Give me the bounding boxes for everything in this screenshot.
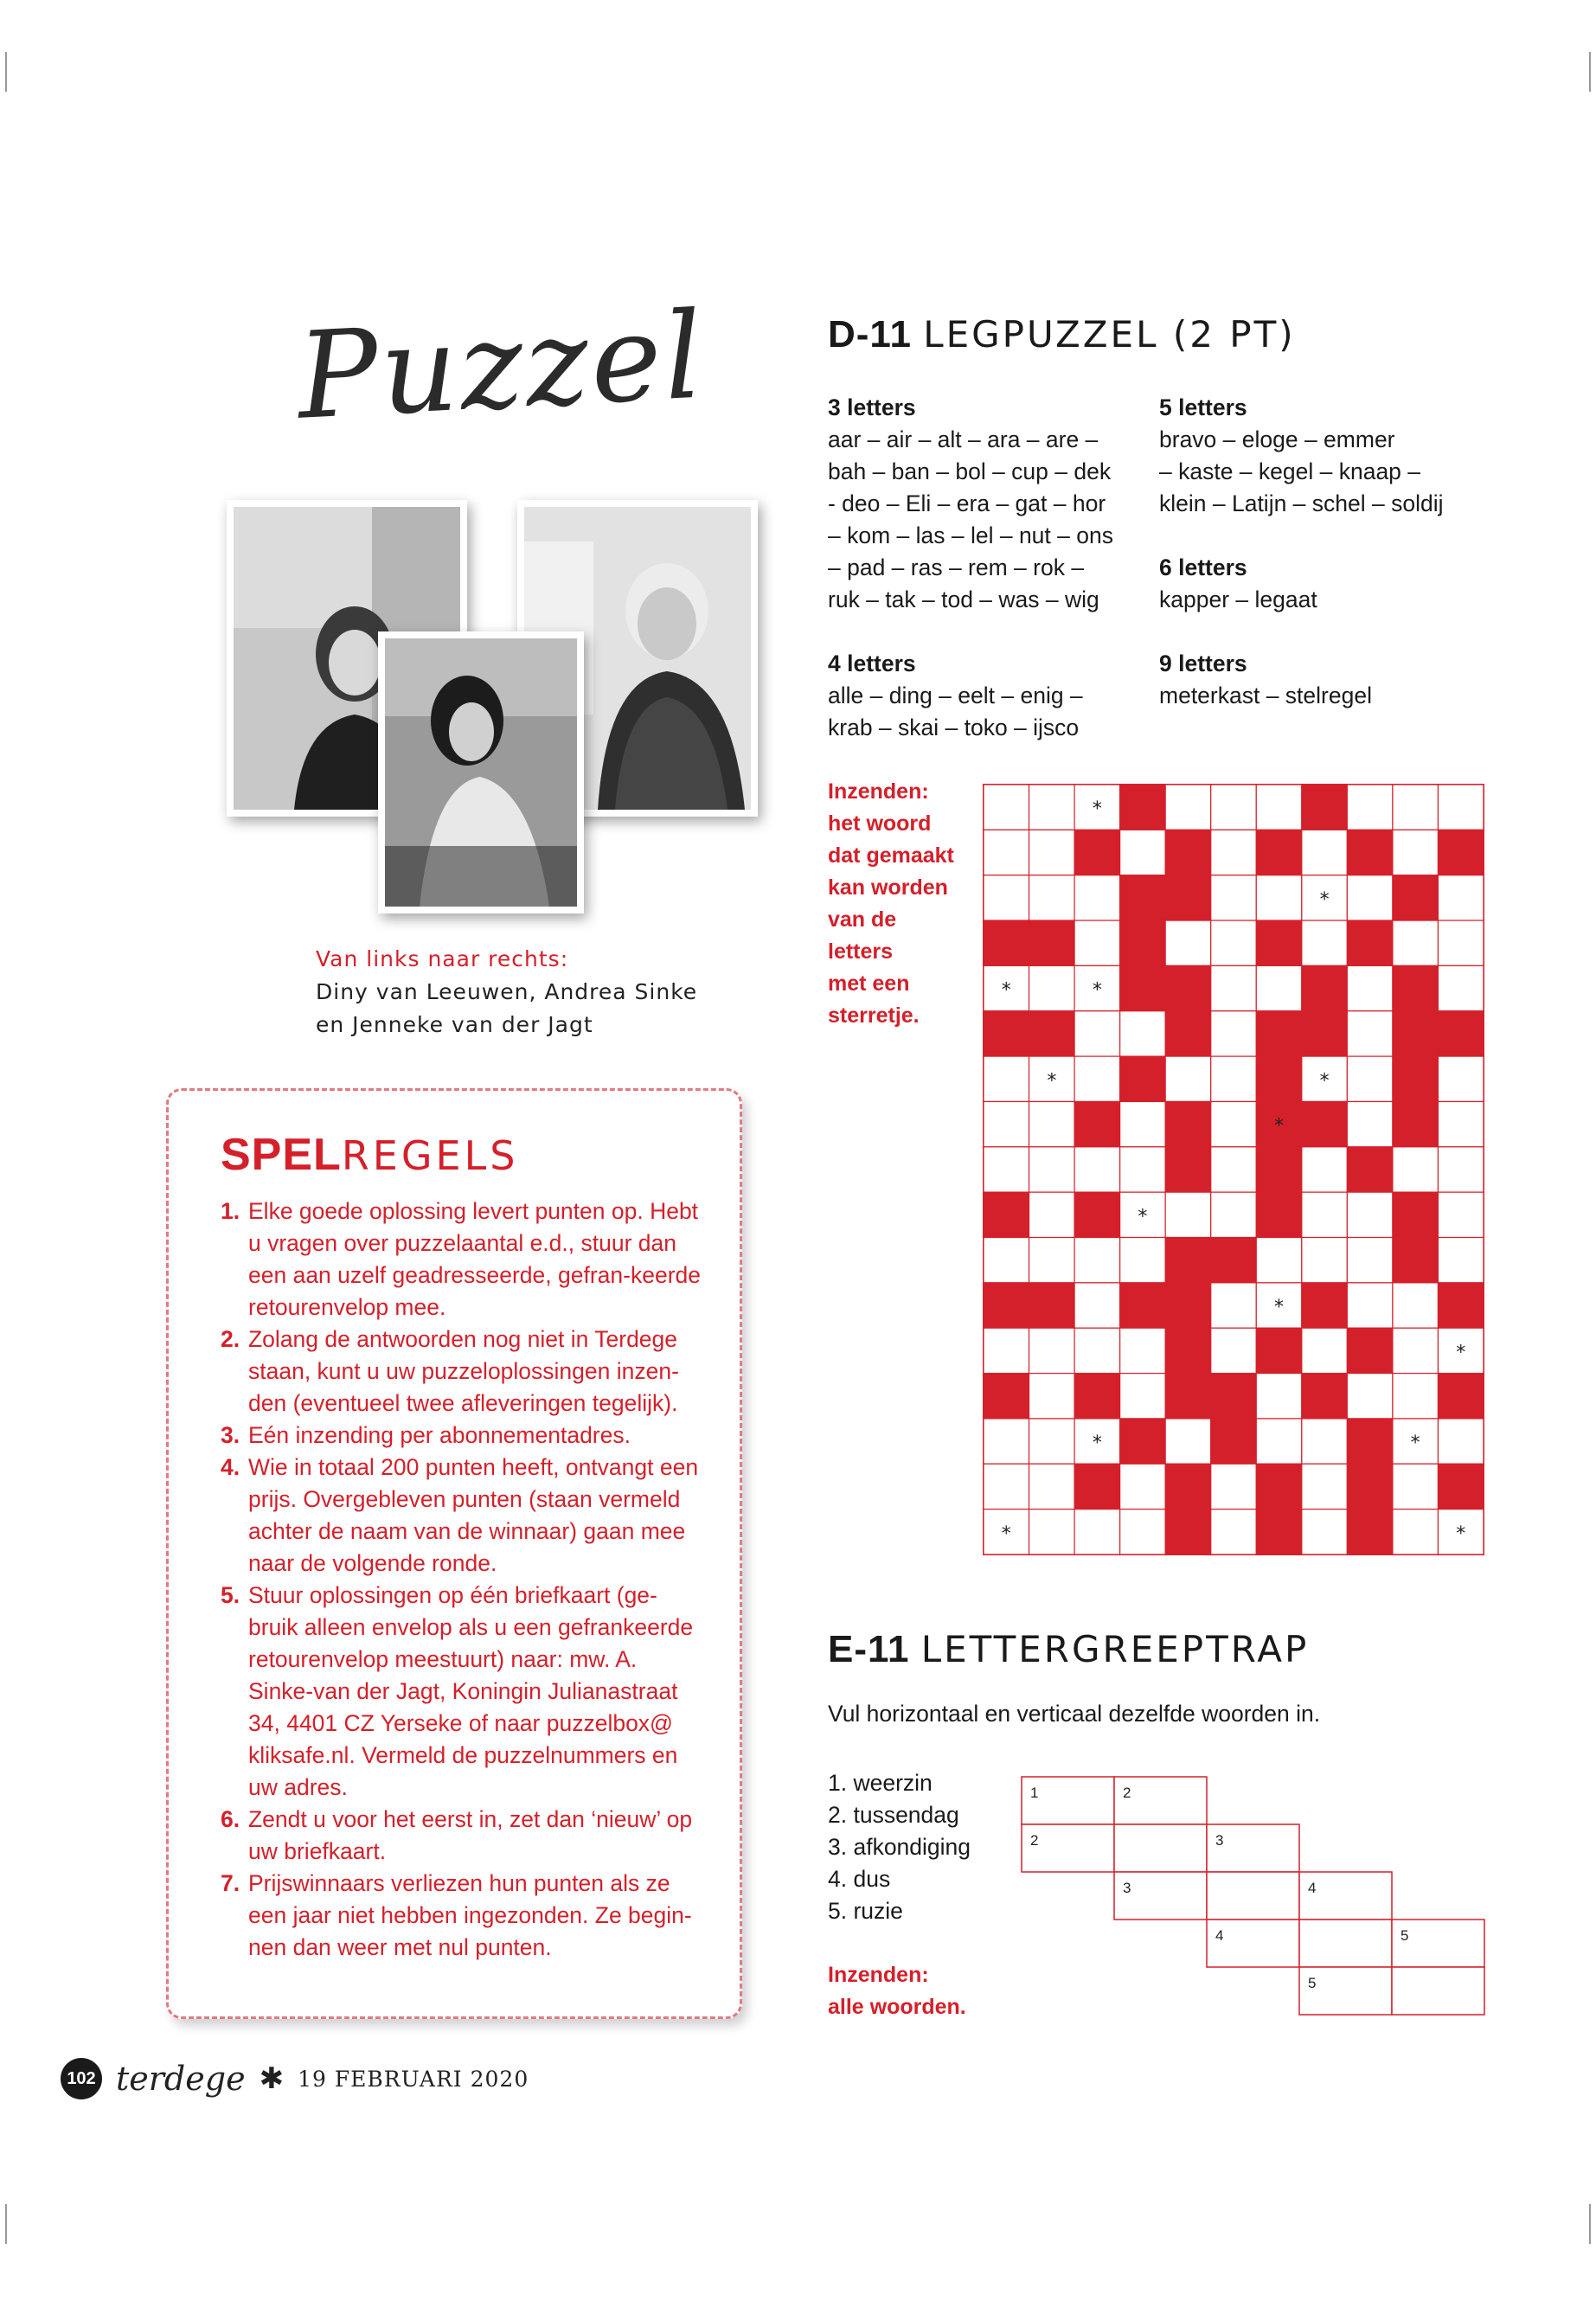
grid-cell[interactable] [1256, 965, 1302, 1010]
grid-cell[interactable] [1393, 1147, 1439, 1192]
rule-item [221, 1324, 705, 1420]
grid-cell[interactable] [984, 1464, 1029, 1509]
spacer [1159, 616, 1488, 648]
wordlist-line: krab – skai – toko – ijsco [828, 715, 1080, 740]
grid-cell[interactable] [1256, 1419, 1302, 1464]
grid-block [1302, 785, 1348, 830]
grid-cell[interactable] [1074, 1056, 1120, 1101]
grid-block [1120, 1056, 1166, 1101]
grid-block [1165, 1238, 1211, 1283]
inzenden-line: Inzenden: [828, 779, 929, 804]
rule-text: Elke goede oplossing levert punten op. Hebt u vragen over puzzelaantal e.d., stuur dan een aan uzelf geadresseerde, gefran-keerde retourenvelop mee. [248, 1198, 701, 1320]
grid-cell[interactable] [1029, 1419, 1075, 1464]
cell-number: 2 [1030, 1832, 1039, 1849]
grid-cell[interactable] [1302, 1509, 1348, 1554]
grid-block [1256, 1011, 1302, 1056]
grid-block [1120, 1283, 1166, 1328]
grid-block [1165, 1509, 1211, 1554]
grid-block [1302, 1374, 1348, 1419]
e11-inzenden [828, 1959, 966, 2023]
rule-text: Stuur oplossingen op één briefkaart (ge-bruik alleen envelop als u een gefrankeerde retourenvelop meestuurt) naar: mw. A. Sinke-van der Jagt, Koningin Julianastraat 34, 4401 CZ Yerseke of naar puzzelbox@ kliksafe.nl. Vermeld de puzzelnummers en uw adres. [248, 1582, 694, 1800]
rule-text: Wie in totaal 200 punten heeft, ontvangt een prijs. Overgebleven punten (staan vermeld achter de naam van de winnaar) gaan mee naar de volgende ronde. [248, 1454, 699, 1576]
wordlist-line: – pad – ras – rem – rok – [828, 554, 1085, 580]
grid-cell[interactable] [1211, 875, 1257, 920]
wordlist-heading: 3 letters [828, 394, 916, 420]
inzenden-line: kan worden [828, 875, 948, 900]
clue-line: 1. weerzin [828, 1770, 933, 1796]
grid-cell[interactable] [1029, 1464, 1075, 1509]
grid-cell[interactable] [1393, 830, 1439, 875]
grid-cell[interactable] [1074, 875, 1120, 920]
rules-title-bold: SPEL [221, 1130, 342, 1180]
grid-cell[interactable] [1074, 1147, 1120, 1192]
grid-block [1393, 1238, 1439, 1283]
grid-block [1256, 1056, 1302, 1101]
grid-cell[interactable] [1029, 1238, 1075, 1283]
grid-block [1347, 830, 1393, 875]
grid-cell[interactable] [1347, 785, 1393, 830]
grid-block [1256, 920, 1302, 965]
e11-code: E-11 [828, 1628, 910, 1670]
inzenden-line: alle woorden. [828, 1995, 966, 2019]
wordlist-line: klein – Latijn – schel – soldij [1159, 490, 1444, 516]
grid-cell[interactable] [1211, 785, 1257, 830]
grid-block [1165, 1011, 1211, 1056]
grid-cell[interactable] [1165, 1192, 1211, 1237]
wordlist-line: bah – ban – bol – cup – dek [828, 458, 1112, 484]
star-icon: ✱ [259, 2062, 285, 2095]
grid-block [1302, 1011, 1348, 1056]
grid-block [1302, 965, 1348, 1010]
d11-name: LEGPUZZEL (2 PT) [923, 313, 1296, 356]
star-marker: * [1274, 1115, 1285, 1138]
d11-code: D-11 [828, 313, 912, 356]
grid-cell[interactable] [1029, 1328, 1075, 1373]
wordlist-heading: 6 letters [1159, 554, 1247, 580]
grid-block [1256, 1509, 1302, 1554]
cell-number: 5 [1308, 1975, 1317, 1991]
grid-cell[interactable] [1120, 1147, 1166, 1192]
grid-cell[interactable] [1120, 1509, 1166, 1554]
wordlist-line: alle – ding – eelt – enig – [828, 683, 1083, 708]
grid-block [1211, 1374, 1257, 1419]
rules-list [221, 1195, 705, 1964]
grid-cell[interactable] [1347, 965, 1393, 1010]
grid-cell[interactable] [1029, 785, 1075, 830]
rule-number: 7. [221, 1870, 240, 1896]
grid-cell[interactable] [1120, 830, 1166, 875]
grid-cell[interactable] [1393, 785, 1439, 830]
grid-cell[interactable] [1029, 965, 1075, 1010]
grid-cell[interactable] [1074, 1011, 1120, 1056]
grid-cell[interactable] [1393, 1464, 1439, 1509]
grid-cell[interactable] [984, 1238, 1029, 1283]
wordlist-line: - deo – Eli – era – gat – hor [828, 490, 1106, 516]
grid-cell[interactable] [1211, 1101, 1257, 1146]
grid-cell[interactable] [1165, 785, 1211, 830]
grid-cell[interactable] [1074, 1283, 1120, 1328]
star-marker: * [1138, 1206, 1148, 1228]
grid-block [1256, 830, 1302, 875]
grid-block [1120, 875, 1166, 920]
grid-block [984, 920, 1029, 965]
star-marker: * [1410, 1433, 1420, 1455]
grid-cell[interactable] [1211, 830, 1257, 875]
cell-number: 1 [1030, 1785, 1039, 1801]
star-marker: * [1001, 1522, 1011, 1545]
grid-block [1393, 875, 1439, 920]
grid-cell[interactable] [984, 1419, 1029, 1464]
grid-block [1074, 1192, 1120, 1237]
grid-cell[interactable] [1302, 1238, 1348, 1283]
grid-cell[interactable] [1302, 1419, 1348, 1464]
grid-cell[interactable] [1074, 920, 1120, 965]
d11-inzenden [828, 776, 954, 1032]
grid-cell[interactable] [1211, 965, 1257, 1010]
grid-cell[interactable] [1302, 1192, 1348, 1237]
grid-cell[interactable] [1256, 875, 1302, 920]
rule-item [221, 1195, 705, 1324]
grid-block [1393, 1056, 1439, 1101]
grid-cell[interactable] [1120, 1101, 1166, 1146]
inzenden-line: dat gemaakt [828, 843, 954, 868]
grid-cell[interactable] [1302, 920, 1348, 965]
wordlist-line: ruk – tak – tod – was – wig [828, 586, 1099, 612]
grid-block [1165, 1464, 1211, 1509]
grid-block [1120, 920, 1166, 965]
inzenden-line: letters [828, 939, 894, 964]
grid-cell[interactable] [1120, 1328, 1166, 1373]
stair-cell[interactable] [1392, 1967, 1484, 2015]
rules-title [221, 1129, 518, 1181]
inzenden-line: Inzenden: [828, 1963, 929, 1987]
grid-cell[interactable] [1029, 1509, 1075, 1554]
grid-block [1256, 1464, 1302, 1509]
grid-cell[interactable] [1074, 1328, 1120, 1373]
grid-block [1120, 1419, 1166, 1464]
grid-block [1165, 1328, 1211, 1373]
rule-number: 2. [221, 1326, 240, 1352]
grid-block [1029, 1011, 1075, 1056]
grid-cell[interactable] [1347, 1011, 1393, 1056]
star-marker: * [1047, 1070, 1057, 1093]
issue-date: 19 FEBRUARI 2020 [298, 2066, 529, 2092]
inzenden-line: het woord [828, 811, 932, 836]
rules-title-thin: REGELS [341, 1132, 519, 1179]
star-marker: * [1319, 1070, 1330, 1093]
grid-block [1165, 1101, 1211, 1146]
grid-block [1438, 1464, 1484, 1509]
lettergreeptrap-grid [1021, 1776, 1488, 2022]
grid-cell[interactable] [1393, 920, 1439, 965]
wordlist-heading: 4 letters [828, 651, 916, 676]
stair-cell[interactable] [1207, 1872, 1299, 1920]
star-marker: * [1001, 979, 1011, 1002]
grid-block [1302, 1101, 1348, 1146]
grid-block [1165, 965, 1211, 1010]
rule-text: Zolang de antwoorden nog niet in Terdege staan, kunt u uw puzzeloplossingen inzen-den (eventueel twee afleveringen tegelijk). [248, 1326, 679, 1416]
grid-cell[interactable] [1211, 920, 1257, 965]
grid-cell[interactable] [1393, 1374, 1439, 1419]
cell-number: 4 [1215, 1927, 1224, 1944]
grid-block [1165, 1147, 1211, 1192]
grid-cell[interactable] [1074, 1238, 1120, 1283]
grid-block [1393, 1101, 1439, 1146]
grid-block [1256, 1192, 1302, 1237]
grid-cell[interactable] [1438, 1238, 1484, 1283]
star-marker: * [1092, 1433, 1102, 1455]
e11-description: Vul horizontaal en verticaal dezelfde woorden in. [828, 1701, 1321, 1727]
d11-title [828, 313, 1296, 356]
grid-block [1393, 965, 1439, 1010]
inzenden-line: sterretje. [828, 1003, 920, 1028]
page-title: Puzzel [294, 285, 708, 446]
wordlist-heading: 5 letters [1159, 394, 1247, 420]
grid-cell[interactable] [1438, 965, 1484, 1010]
stair-cell[interactable] [1114, 1824, 1207, 1872]
rule-number: 1. [221, 1198, 240, 1224]
legpuzzel-grid [983, 784, 1484, 1555]
grid-cell[interactable] [1211, 1464, 1257, 1509]
rule-item [221, 1452, 705, 1580]
grid-cell[interactable] [1256, 1374, 1302, 1419]
grid-cell[interactable] [1302, 830, 1348, 875]
clue-line: 3. afkondiging [828, 1834, 971, 1860]
grid-cell[interactable] [984, 1328, 1029, 1373]
rule-item [221, 1868, 705, 1964]
grid-cell[interactable] [1347, 1101, 1393, 1146]
grid-cell[interactable] [1347, 1056, 1393, 1101]
rule-number: 4. [221, 1454, 240, 1480]
grid-cell[interactable] [984, 1147, 1029, 1192]
grid-block [1029, 920, 1075, 965]
grid-block [984, 1192, 1029, 1237]
grid-block [1120, 785, 1166, 830]
grid-cell[interactable] [1347, 1192, 1393, 1237]
star-marker: * [1092, 979, 1102, 1002]
grid-cell[interactable] [1302, 1147, 1348, 1192]
grid-cell[interactable] [1029, 875, 1075, 920]
grid-cell[interactable] [1438, 1101, 1484, 1146]
grid-cell[interactable] [1211, 1011, 1257, 1056]
e11-name: LETTERGREEPTRAP [920, 1628, 1310, 1670]
grid-cell[interactable] [1120, 1374, 1166, 1419]
grid-cell[interactable] [1438, 1056, 1484, 1101]
rule-number: 6. [221, 1806, 240, 1832]
clue-line: 2. tussendag [828, 1802, 959, 1828]
d11-wordlist-left [828, 392, 1139, 744]
rule-item [221, 1580, 705, 1804]
brand-logo: terdege [116, 2060, 246, 2098]
inzenden-line: van de [828, 907, 897, 932]
grid-cell[interactable] [1393, 1283, 1439, 1328]
crop-mark [1589, 2204, 1591, 2244]
stair-cell[interactable] [1299, 1920, 1392, 1967]
grid-cell[interactable] [1211, 1147, 1257, 1192]
clue-line: 5. ruzie [828, 1898, 903, 1924]
grid-block [1438, 1011, 1484, 1056]
page-number: 102 [61, 2058, 102, 2099]
grid-cell[interactable] [1256, 785, 1302, 830]
d11-wordlist-right [1159, 392, 1488, 712]
e11-title [828, 1628, 1309, 1671]
grid-block [1211, 1419, 1257, 1464]
rule-text: Prijswinnaars verliezen hun punten als ze een jaar niet hebben ingezonden. Ze begin-nen dan weer met nul punten. [248, 1870, 692, 1960]
cell-number: 4 [1308, 1880, 1317, 1896]
rule-item [221, 1420, 705, 1452]
grid-block [1302, 1283, 1348, 1328]
star-marker: * [1456, 1342, 1466, 1364]
grid-cell[interactable] [1347, 1374, 1393, 1419]
rule-item [221, 1804, 705, 1868]
grid-block [1347, 1464, 1393, 1509]
grid-cell[interactable] [1211, 1056, 1257, 1101]
grid-block [1347, 1147, 1393, 1192]
grid-block [1347, 920, 1393, 965]
rule-text: Zendt u voor het eerst in, zet dan ‘nieuw’ op uw briefkaart. [248, 1806, 693, 1864]
cell-number: 2 [1123, 1785, 1131, 1801]
grid-cell[interactable] [1120, 1464, 1166, 1509]
grid-block [984, 1283, 1029, 1328]
grid-block [1074, 1374, 1120, 1419]
star-marker: * [1456, 1522, 1466, 1545]
rule-text: Eén inzending per abonnementadres. [248, 1422, 631, 1448]
wordlist-line: kapper – legaat [1159, 586, 1317, 612]
rule-number: 5. [221, 1582, 240, 1608]
crop-mark [5, 52, 7, 92]
grid-block [1347, 1328, 1393, 1373]
grid-block [1438, 1283, 1484, 1328]
grid-block [1347, 1509, 1393, 1554]
grid-block [1120, 965, 1166, 1010]
grid-cell[interactable] [1029, 1147, 1075, 1192]
grid-cell[interactable] [1438, 1147, 1484, 1192]
star-marker: * [1092, 798, 1102, 821]
spacer [1159, 520, 1488, 552]
star-marker: * [1319, 888, 1330, 911]
grid-cell[interactable] [1211, 1328, 1257, 1373]
grid-cell[interactable] [1029, 1374, 1075, 1419]
grid-cell[interactable] [1029, 1101, 1075, 1146]
grid-cell[interactable] [1302, 1464, 1348, 1509]
grid-block [1393, 1011, 1439, 1056]
grid-cell[interactable] [1347, 875, 1393, 920]
rule-number: 3. [221, 1422, 240, 1448]
wordlist-line: aar – air – alt – ara – are – [828, 426, 1099, 452]
grid-block [984, 1374, 1029, 1419]
grid-block [1256, 1328, 1302, 1373]
grid-cell[interactable] [984, 830, 1029, 875]
crop-mark [5, 2204, 7, 2244]
grid-cell[interactable] [1165, 1419, 1211, 1464]
grid-cell[interactable] [984, 1101, 1029, 1146]
grid-cell[interactable] [1438, 1419, 1484, 1464]
grid-block [1029, 1283, 1075, 1328]
grid-block [1347, 1419, 1393, 1464]
grid-cell[interactable] [1211, 1192, 1257, 1237]
grid-cell[interactable] [1438, 875, 1484, 920]
grid-cell[interactable] [1165, 920, 1211, 965]
photo-caption [316, 943, 722, 1042]
grid-cell[interactable] [1074, 1509, 1120, 1554]
grid-cell[interactable] [1211, 1283, 1257, 1328]
grid-cell[interactable] [984, 875, 1029, 920]
grid-cell[interactable] [1302, 1328, 1348, 1373]
grid-cell[interactable] [1120, 1011, 1166, 1056]
footer [61, 2057, 529, 2100]
spacer [828, 616, 1139, 648]
wordlist-heading: 9 letters [1159, 651, 1247, 676]
grid-block [1165, 830, 1211, 875]
grid-block [984, 1011, 1029, 1056]
grid-cell[interactable] [1256, 1238, 1302, 1283]
grid-block [1165, 1283, 1211, 1328]
grid-cell[interactable] [1029, 1192, 1075, 1237]
cell-number: 3 [1123, 1880, 1131, 1896]
grid-block [1074, 830, 1120, 875]
grid-block [1256, 1147, 1302, 1192]
inzenden-line: met een [828, 971, 910, 996]
caption-names: Diny van Leeuwen, Andrea Sinke en Jenneke van der Jagt [316, 979, 698, 1037]
star-marker: * [1274, 1297, 1285, 1319]
wordlist-line: – kaste – kegel – knaap – [1159, 458, 1421, 484]
grid-cell[interactable] [1438, 1192, 1484, 1237]
grid-block [1165, 1374, 1211, 1419]
cell-number: 3 [1215, 1832, 1224, 1849]
grid-cell[interactable] [1029, 830, 1075, 875]
grid-block [1165, 875, 1211, 920]
wordlist-line: bravo – eloge – emmer [1159, 426, 1395, 452]
grid-cell[interactable] [1393, 1509, 1439, 1554]
grid-cell[interactable] [1347, 1283, 1393, 1328]
grid-cell[interactable] [984, 1056, 1029, 1101]
photo-andrea [378, 631, 584, 913]
grid-cell[interactable] [984, 785, 1029, 830]
caption-lead: Van links naar rechts: [316, 946, 569, 971]
crop-mark [1589, 52, 1591, 92]
wordlist-line: meterkast – stelregel [1159, 683, 1372, 708]
grid-cell[interactable] [1165, 1056, 1211, 1101]
grid-block [1074, 1101, 1120, 1146]
grid-block [1211, 1238, 1257, 1283]
grid-cell[interactable] [1393, 1328, 1439, 1373]
grid-cell[interactable] [1211, 1509, 1257, 1554]
grid-block [1074, 1464, 1120, 1509]
clue-line: 4. dus [828, 1866, 891, 1892]
grid-cell[interactable] [1347, 1238, 1393, 1283]
wordlist-line: – kom – las – lel – nut – ons [828, 522, 1113, 548]
grid-block [1393, 1192, 1439, 1237]
grid-cell[interactable] [1120, 1238, 1166, 1283]
grid-cell[interactable] [1438, 785, 1484, 830]
cell-number: 5 [1401, 1927, 1409, 1944]
grid-block [1438, 830, 1484, 875]
e11-clues [828, 1767, 971, 1927]
grid-block [1438, 1374, 1484, 1419]
grid-cell[interactable] [1438, 920, 1484, 965]
